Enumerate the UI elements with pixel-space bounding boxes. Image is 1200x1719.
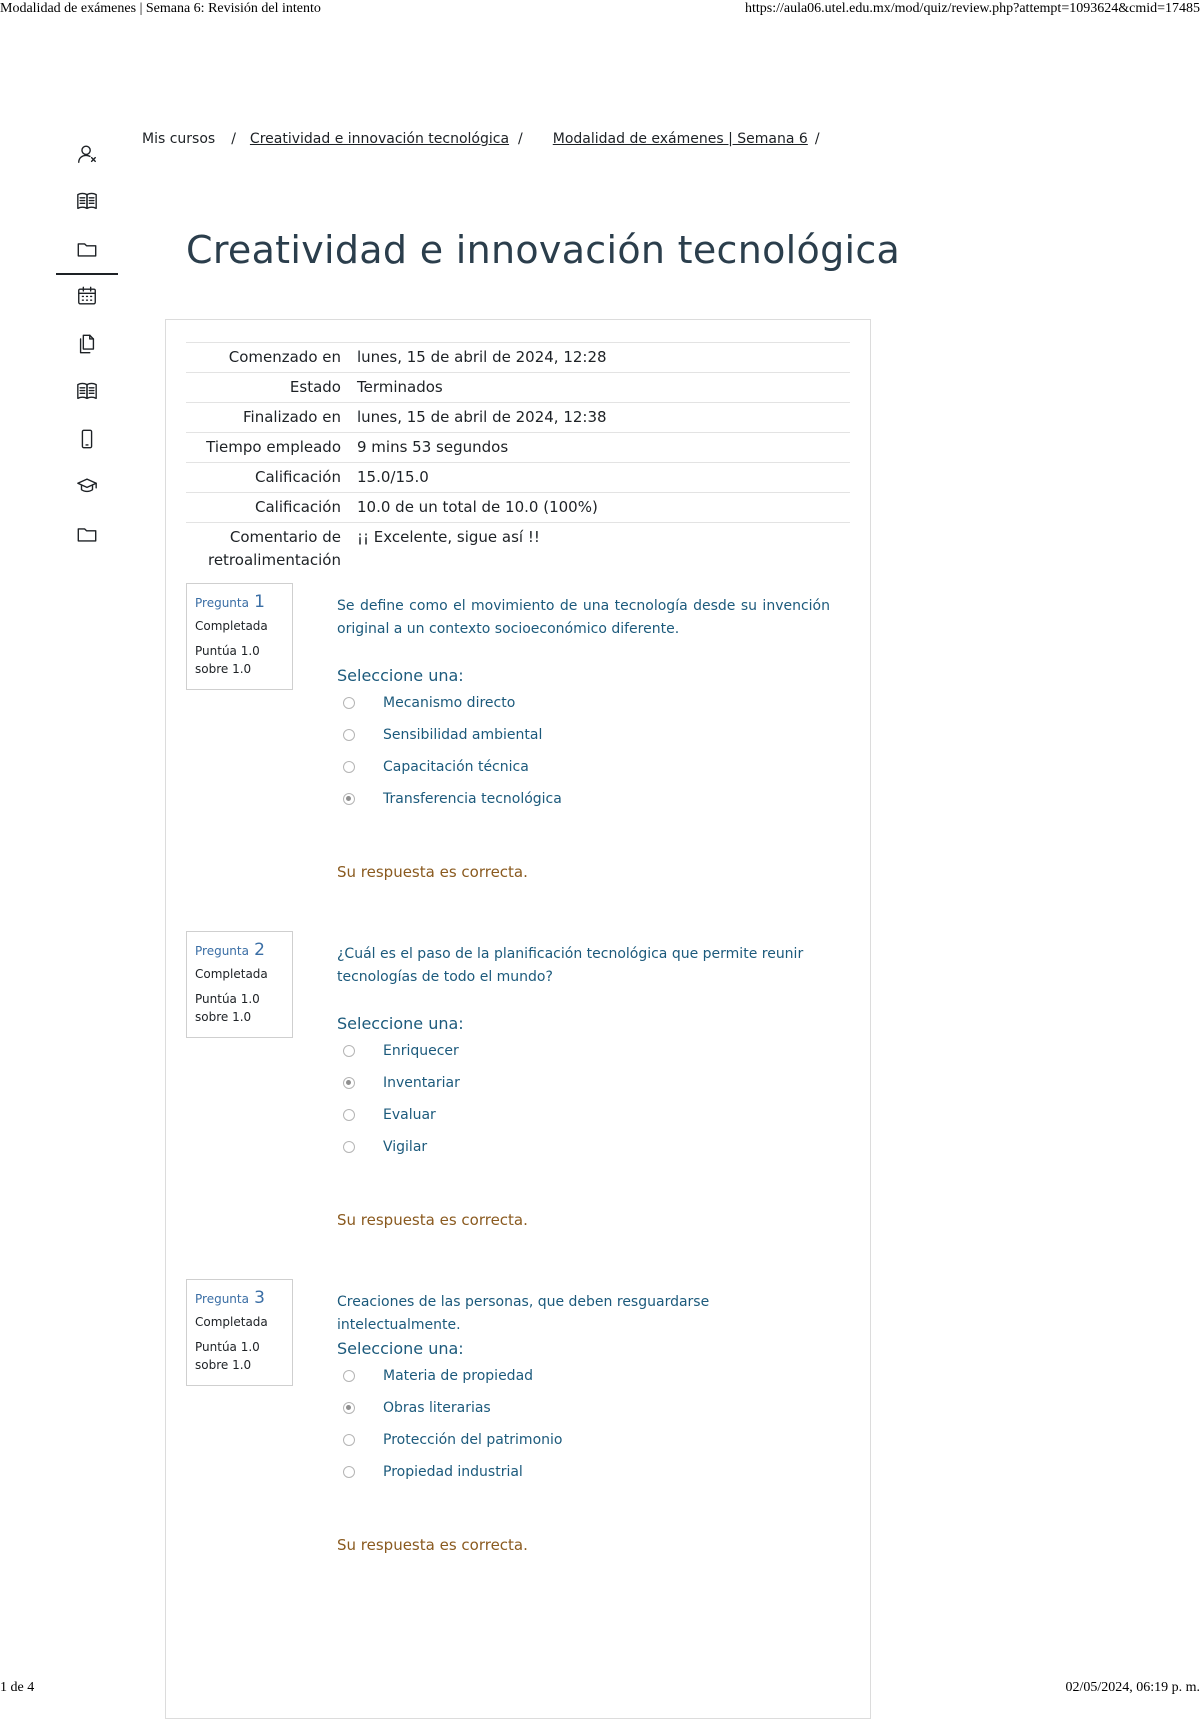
- radio-button[interactable]: [343, 761, 355, 773]
- question-grade: Puntúa 1.0 sobre 1.0: [195, 644, 260, 676]
- sidebar-item-library[interactable]: [56, 368, 118, 416]
- summary-label: Calificación: [255, 468, 341, 486]
- summary-label: Calificación: [255, 498, 341, 516]
- question-text: Creaciones de las personas, que deben resguardarse intelectualmente.: [337, 1294, 710, 1333]
- book-icon: [76, 190, 98, 212]
- mobile-icon: [76, 428, 98, 450]
- summary-value: ¡¡ Excelente, sigue así !!: [357, 528, 540, 546]
- sidebar-item-files[interactable]: [56, 225, 118, 273]
- radio-button[interactable]: [343, 1109, 355, 1121]
- answer-option[interactable]: [337, 751, 830, 783]
- radio-button-selected[interactable]: [343, 1077, 355, 1089]
- summary-value: lunes, 15 de abril de 2024, 12:28: [357, 348, 607, 366]
- answer-option[interactable]: [337, 1360, 830, 1392]
- question-number: 2: [254, 940, 265, 960]
- question-grade: Puntúa 1.0 sobre 1.0: [195, 1340, 260, 1372]
- summary-label: Comentario de retroalimentación: [207, 528, 341, 569]
- sidebar-item-calendar[interactable]: [56, 273, 118, 321]
- sidebar-item-grades[interactable]: [56, 463, 118, 511]
- breadcrumb-course-link[interactable]: Creatividad e innovación tecnológica: [249, 131, 510, 147]
- question-info: [186, 931, 293, 1038]
- summary-value: 9 mins 53 segundos: [357, 438, 509, 456]
- answer-option[interactable]: [337, 719, 830, 751]
- answer-label: Enriquecer: [383, 1043, 459, 1059]
- radio-button[interactable]: [343, 1045, 355, 1057]
- radio-button[interactable]: [343, 697, 355, 709]
- question-state: Completada: [195, 967, 268, 981]
- summary-value: lunes, 15 de abril de 2024, 12:38: [357, 408, 607, 426]
- question-text: Se define como el movimiento de una tecnología desde su invención original a un contexto socioeconómico diferente.: [337, 598, 830, 637]
- answer-label: Propiedad industrial: [383, 1464, 523, 1480]
- summary-value: Terminados: [357, 378, 443, 396]
- print-datetime: 02/05/2024, 06:19 p. m.: [1065, 1680, 1200, 1695]
- breadcrumb-separator: /: [518, 131, 523, 147]
- answer-label: Transferencia tecnológica: [383, 791, 562, 807]
- answer-label: Obras literarias: [383, 1400, 491, 1416]
- answer-label: Capacitación técnica: [383, 759, 529, 775]
- question-text: ¿Cuál es el paso de la planificación tecnológica que permite reunir tecnologías de todo el mundo?: [337, 946, 804, 985]
- summary-row: [186, 463, 850, 493]
- answer-prompt: Seleccione una:: [337, 1014, 464, 1033]
- answer-label: Vigilar: [383, 1139, 428, 1155]
- sidebar-nav: [56, 130, 118, 558]
- summary-row: [186, 403, 850, 433]
- graduation-cap-icon: [76, 475, 98, 497]
- question-info: [186, 1279, 293, 1386]
- summary-label: Comenzado en: [228, 348, 341, 366]
- answer-label: Protección del patrimonio: [383, 1432, 563, 1448]
- answer-option[interactable]: [337, 1456, 830, 1488]
- folder-icon: [76, 238, 98, 260]
- documents-icon: [76, 333, 98, 355]
- radio-button[interactable]: [343, 1370, 355, 1382]
- radio-button[interactable]: [343, 1466, 355, 1478]
- answer-label: Evaluar: [383, 1107, 436, 1123]
- answer-feedback: Su respuesta es correcta.: [337, 863, 528, 881]
- answer-options: [337, 1035, 830, 1163]
- answer-option[interactable]: [337, 1035, 830, 1067]
- breadcrumb-quiz-link[interactable]: Modalidad de exámenes | Semana 6: [552, 131, 808, 147]
- answer-label: Inventariar: [383, 1075, 460, 1091]
- answer-options: [337, 1360, 830, 1488]
- summary-row: [186, 523, 850, 576]
- question-info: [186, 583, 293, 690]
- answer-prompt: Seleccione una:: [337, 666, 464, 685]
- folder-icon: [76, 523, 98, 545]
- summary-label: Estado: [289, 378, 341, 396]
- radio-button-selected[interactable]: [343, 1402, 355, 1414]
- question-label: Pregunta: [195, 596, 249, 610]
- answer-option[interactable]: [337, 783, 830, 815]
- print-page-number: 1 de 4: [0, 1680, 35, 1695]
- summary-value: 15.0/15.0: [357, 468, 429, 486]
- attempt-summary-table: [186, 342, 850, 575]
- answer-feedback: Su respuesta es correcta.: [337, 1211, 528, 1229]
- radio-button[interactable]: [343, 1141, 355, 1153]
- breadcrumb-separator: /: [814, 131, 820, 147]
- question-number: 1: [254, 592, 265, 612]
- summary-label: Tiempo empleado: [206, 438, 341, 456]
- question-number: 3: [254, 1288, 265, 1308]
- sidebar-item-profile[interactable]: [56, 130, 118, 178]
- summary-row: [186, 433, 850, 463]
- answer-label: Sensibilidad ambiental: [383, 727, 543, 743]
- question-label: Pregunta: [195, 944, 249, 958]
- answer-label: Mecanismo directo: [383, 695, 516, 711]
- sidebar-item-mobile[interactable]: [56, 415, 118, 463]
- calendar-icon: [76, 285, 98, 307]
- answer-option[interactable]: [337, 1099, 830, 1131]
- answer-feedback: Su respuesta es correcta.: [337, 1536, 528, 1554]
- summary-row: [186, 343, 850, 373]
- breadcrumb-home[interactable]: Mis cursos: [142, 131, 216, 147]
- answer-label: Materia de propiedad: [383, 1368, 534, 1384]
- print-footer: [0, 1680, 1200, 1697]
- sidebar-item-documents[interactable]: [56, 320, 118, 368]
- answer-option[interactable]: [337, 687, 830, 719]
- radio-button[interactable]: [343, 1434, 355, 1446]
- question-state: Completada: [195, 619, 268, 633]
- answer-option[interactable]: [337, 1424, 830, 1456]
- answer-options: [337, 687, 830, 815]
- radio-button-selected[interactable]: [343, 793, 355, 805]
- answer-option[interactable]: [337, 1392, 830, 1424]
- sidebar-item-repository[interactable]: [56, 510, 118, 558]
- summary-row: [186, 373, 850, 403]
- question-label: Pregunta: [195, 1292, 249, 1306]
- print-header-title: Modalidad de exámenes | Semana 6: Revisión del intento: [0, 1, 321, 16]
- question-state: Completada: [195, 1315, 268, 1329]
- user-icon: [76, 143, 98, 165]
- summary-row: [186, 493, 850, 523]
- breadcrumb: [142, 131, 820, 147]
- radio-button[interactable]: [343, 729, 355, 741]
- summary-label: Finalizado en: [242, 408, 341, 426]
- question-grade: Puntúa 1.0 sobre 1.0: [195, 992, 260, 1024]
- book-icon: [76, 380, 98, 402]
- answer-option[interactable]: [337, 1131, 830, 1163]
- print-header: [0, 0, 1200, 20]
- breadcrumb-separator: /: [231, 131, 236, 147]
- summary-value: 10.0 de un total de 10.0 (100%): [357, 498, 598, 516]
- answer-prompt: Seleccione una:: [337, 1339, 464, 1358]
- page-title: Creatividad e innovación tecnológica: [186, 228, 901, 272]
- print-header-url: https://aula06.utel.edu.mx/mod/quiz/review.php?attempt=1093624&cmid=17485: [744, 1, 1200, 16]
- answer-option[interactable]: [337, 1067, 830, 1099]
- sidebar-item-courses[interactable]: [56, 178, 118, 226]
